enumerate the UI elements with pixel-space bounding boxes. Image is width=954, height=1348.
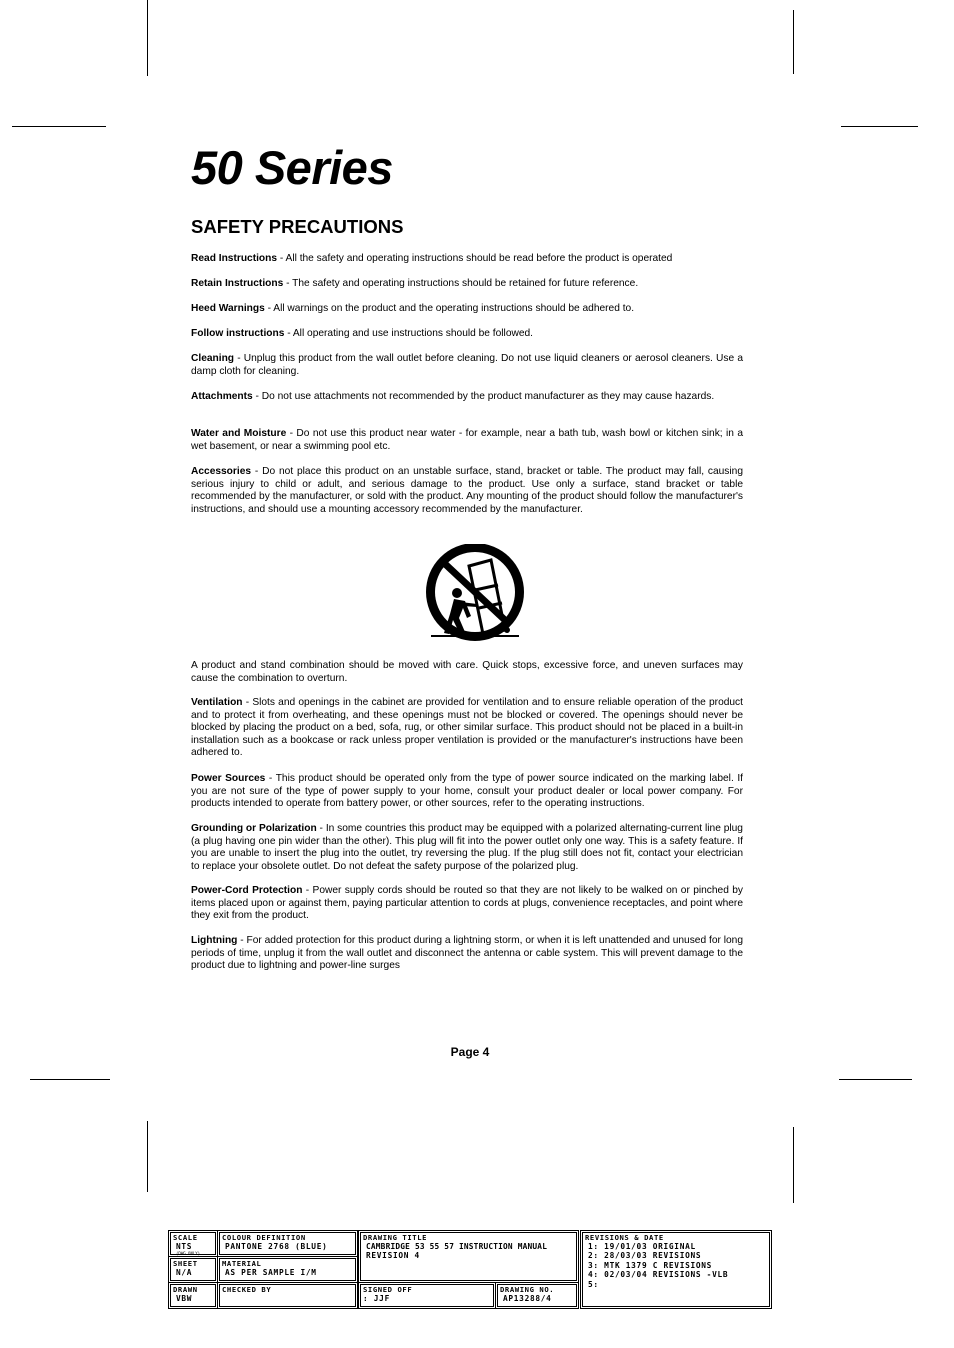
colour-definition-cell: COLOUR DEFINITION PANTONE 2768 (BLUE) — [219, 1232, 356, 1255]
paragraph-grounding: Grounding or Polarization - In some countries this product may be equipped with a polarized alternating-current line plug (a plug having one pin wider than the other). This plug will fit into the power outlet only one way. This is a safety feature. If you are unable to insert the plug into the outlet, try reversing the plug. If the plug still does not fit, contact your electrician to replace your obsolete outlet. Do not defeat the safety purpose of the polarized plug. — [191, 823, 743, 872]
crop-mark — [841, 126, 918, 127]
crop-mark — [147, 1121, 148, 1192]
crop-mark — [12, 126, 106, 127]
paragraph-lightning: Lightning - For added protection for this product during a lightning storm, or when it is left unattended and unused for long periods of time, unplug it from the wall outlet and disconnect the antenna or cable system. This will prevent damage to the product due to lightning and power-line surges — [191, 935, 743, 972]
paragraph-read-instructions: Read Instructions - All the safety and operating instructions should be read before the product is operated — [191, 253, 673, 264]
paragraph-cart-note: A product and stand combination should be moved with care. Quick stops, excessive force, and uneven surfaces may cause the combination to overturn. — [191, 660, 743, 684]
paragraph-ventilation: Ventilation - Slots and openings in the cabinet are provided for ventilation and to ensure reliable operation of the product and to protect it from overheating, and these openings must not be blocked or covered. The openings should never be blocked by placing the product on a bed, sofa, rug, or other similar surface. This product should not be placed in a built-in installation such as a bookcase or rack unless proper ventilation is provided or the manufacturer's instructions have been adhered to. — [191, 697, 743, 759]
paragraph-power-cord: Power-Cord Protection - Power supply cords should be routed so that they are not likely to be walked on or pinched by items placed upon or against them, paying particular attention to cords at plugs, convenience receptacles, and point where they exit from the product. — [191, 885, 743, 922]
page-title: 50 Series — [191, 141, 393, 194]
paragraph-accessories: Accessories - Do not place this product on an unstable surface, stand, bracket or table. The product may fall, causing serious injury to child or adult, and serious damage to the product. Use only a surface, stand bracket or table recommended by the manufacturer, or sold with the product. Any mounting of the product should follow the manufacturer's instructions, and should use a mounting accessory recommended by the manufacturer. — [191, 466, 743, 515]
crop-mark — [793, 10, 794, 74]
paragraph-cleaning: Cleaning - Unplug this product from the wall outlet before cleaning. Do not use liquid cleaners or aerosol cleaners. Use a damp cloth for cleaning. — [191, 353, 743, 377]
crop-mark — [30, 1079, 110, 1080]
paragraph-power-sources: Power Sources - This product should be operated only from the type of power source indicated on the marking label. If you are not sure of the type of power supply to your home, consult your product dealer or local power company. For products intended to operate from battery power, or other sources, refer to the operating instructions. — [191, 773, 744, 810]
material-cell: MATERIAL AS PER SAMPLE I/M — [219, 1258, 356, 1281]
paragraph-water-moisture: Water and Moisture - Do not use this product near water - for example, near a bath tub, wash bowl or kitchen sink; in a wet basement, or near a swimming pool etc. — [191, 428, 743, 452]
paragraph-heed-warnings: Heed Warnings - All warnings on the product and the operating instructions should be adhered to. — [191, 303, 635, 314]
crop-mark — [793, 1127, 794, 1203]
scale-cell: SCALE NTS (DWG ONLY) — [170, 1232, 216, 1255]
revisions-cell: REVISIONS & DATE 1: 19/01/03 ORIGINAL 2: 28/03/03 REVISIONS 3: MTK 1379 C REVISIONS 4: 02/03/04 REVISIONS -VLB 5: — [582, 1232, 770, 1307]
crop-mark — [839, 1079, 912, 1080]
section-heading: SAFETY PRECAUTIONS — [191, 216, 404, 237]
drawing-title-cell: DRAWING TITLE CAMBRIDGE 53 55 57 INSTRUCTION MANUAL REVISION 4 — [360, 1232, 577, 1281]
paragraph-attachments: Attachments - Do not use attachments not recommended by the product manufacturer as they may cause hazards. — [191, 391, 715, 402]
paragraph-follow-instructions: Follow instructions - All operating and use instructions should be followed. — [191, 328, 534, 339]
sheet-cell: SHEET N/A — [170, 1258, 216, 1281]
crop-mark — [147, 0, 148, 76]
drawing-number-cell: DRAWING NO. AP13288/4 — [497, 1284, 577, 1307]
signed-off-cell: SIGNED OFF : JJF — [360, 1284, 494, 1307]
paragraph-retain-instructions: Retain Instructions - The safety and operating instructions should be retained for future reference. — [191, 278, 639, 289]
cart-tip-over-warning-icon — [421, 544, 529, 644]
page-number: Page 4 — [450, 1045, 490, 1059]
checked-by-cell: CHECKED BY — [219, 1284, 356, 1307]
drawn-cell: DRAWN VBW — [170, 1284, 216, 1307]
